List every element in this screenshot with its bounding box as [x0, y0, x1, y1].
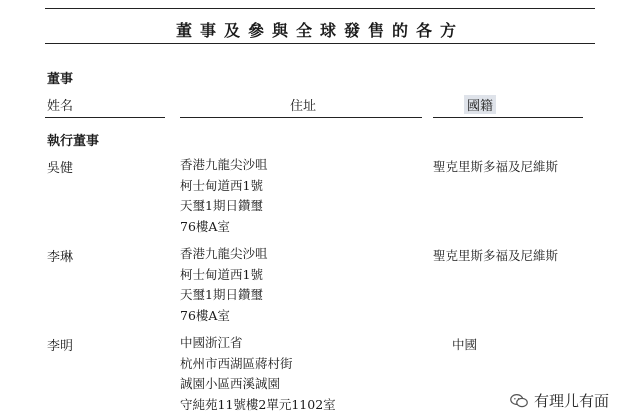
page-title-rule-top: [45, 8, 595, 9]
column-header-address: 住址: [290, 99, 317, 114]
header-rule-nationality: [433, 117, 583, 118]
header-rule-name: [45, 117, 165, 118]
subsection-title: 執行董事: [47, 134, 100, 149]
section-title: 董事: [47, 72, 74, 87]
address-line: 守純苑11號樓2單元1102室: [180, 396, 336, 412]
watermark-text: 有理儿有面: [534, 392, 610, 410]
address-line: 柯士甸道西1號: [180, 266, 263, 282]
watermark: [510, 390, 609, 411]
director-name: 李明: [47, 339, 74, 354]
director-name: 吳健: [47, 161, 74, 176]
address-line: 香港九龍尖沙咀: [180, 246, 268, 261]
wechat-icon: [510, 393, 528, 409]
address-line: 76樓A室: [180, 307, 230, 323]
header-rule-address: [180, 117, 422, 118]
director-nationality: 聖克里斯多福及尼維斯: [433, 159, 559, 174]
address-line: 誠園小區西溪誠園: [180, 376, 281, 391]
address-line: 香港九龍尖沙咀: [180, 157, 268, 172]
address-line: 中國浙江省: [180, 335, 243, 350]
director-address: [180, 155, 268, 237]
address-line: 天璽1期日鑽璽: [180, 287, 263, 302]
address-line: 柯士甸道西1號: [180, 177, 263, 193]
director-nationality: 聖克里斯多福及尼維斯: [433, 248, 559, 263]
address-line: 杭州市西湖區蔣村街: [180, 355, 293, 371]
column-header-name: 姓名: [47, 99, 74, 114]
director-name: 李琳: [47, 250, 74, 265]
director-nationality: 中國: [452, 337, 478, 352]
address-line: 76樓A室: [180, 218, 230, 234]
address-line: 天璽1期日鑽璽: [180, 198, 263, 213]
director-address: [180, 244, 268, 326]
page-title: 董事及參與全球發售的各方: [175, 21, 464, 40]
page-title-rule-bottom: [45, 43, 595, 44]
director-address: [180, 333, 336, 415]
column-header-nationality: 國籍: [464, 95, 496, 114]
